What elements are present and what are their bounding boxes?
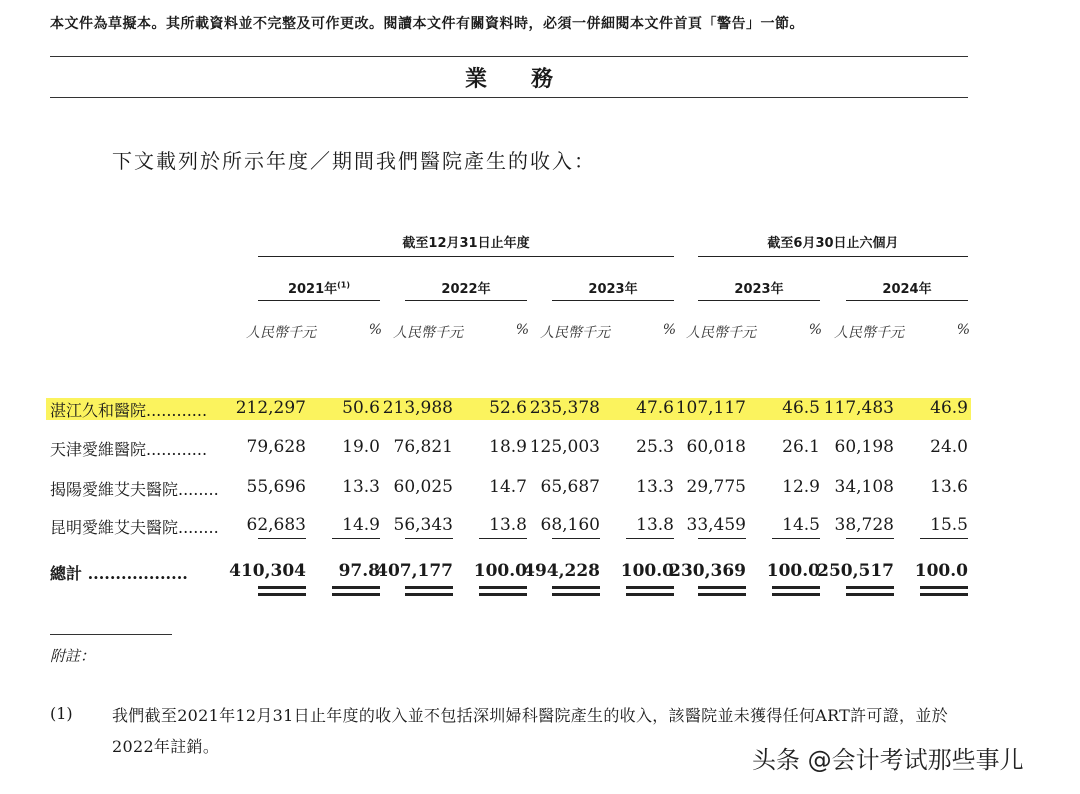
percent-cell: 13.8 — [489, 515, 527, 535]
year-underline — [258, 300, 380, 301]
percent-cell: 18.9 — [489, 437, 527, 457]
percent-cell: 14.7 — [489, 477, 527, 497]
percent-cell: 13.3 — [636, 477, 674, 497]
amount-cell: 60,198 — [834, 437, 894, 457]
subtotal-underline — [405, 538, 453, 539]
amount-cell: 494,228 — [523, 561, 600, 581]
amount-cell: 117,483 — [823, 398, 894, 418]
year-underline — [846, 300, 968, 301]
amount-cell: 62,683 — [246, 515, 306, 535]
amount-cell: 250,517 — [817, 561, 894, 581]
total-double-underline-2 — [626, 593, 674, 596]
unit-percent-label: % — [515, 322, 529, 338]
amount-cell: 68,160 — [540, 515, 600, 535]
percent-cell: 100.0 — [473, 561, 527, 581]
unit-amount-label: 人民幣千元 — [686, 325, 756, 341]
total-double-underline-2 — [332, 593, 380, 596]
watermark: 头条 @会计考试那些事儿 — [752, 746, 1024, 774]
percent-cell: 19.0 — [342, 437, 380, 457]
total-double-underline-1 — [920, 586, 968, 589]
section-title: 業務 — [464, 67, 597, 92]
notes-rule — [50, 634, 172, 635]
amount-cell: 125,003 — [529, 437, 600, 457]
row-label: 天津愛維醫院............ — [50, 440, 208, 459]
total-double-underline-1 — [698, 586, 746, 589]
row-label: 揭陽愛維艾夫醫院........ — [50, 480, 219, 499]
subtotal-underline — [258, 538, 306, 539]
percent-cell: 100.0 — [914, 561, 968, 581]
percent-cell: 47.6 — [636, 398, 674, 418]
amount-cell: 107,117 — [675, 398, 746, 418]
total-double-underline-1 — [332, 586, 380, 589]
percent-cell: 15.5 — [930, 515, 968, 535]
subtotal-underline — [552, 538, 600, 539]
group-line-six-months — [698, 256, 968, 257]
unit-percent-label: % — [662, 322, 676, 338]
total-double-underline-2 — [552, 593, 600, 596]
amount-cell: 60,025 — [393, 477, 453, 497]
subtotal-underline — [332, 538, 380, 539]
subtotal-underline — [772, 538, 820, 539]
amount-cell: 79,628 — [246, 437, 306, 457]
year-underline — [698, 300, 820, 301]
total-double-underline-1 — [846, 586, 894, 589]
percent-cell: 13.3 — [342, 477, 380, 497]
total-double-underline-1 — [552, 586, 600, 589]
year-label: 2021年 — [287, 282, 338, 297]
percent-cell: 100.0 — [620, 561, 674, 581]
total-double-underline-2 — [405, 593, 453, 596]
total-double-underline-2 — [846, 593, 894, 596]
year-underline — [552, 300, 674, 301]
note-number: (1) — [50, 704, 73, 723]
percent-cell: 52.6 — [489, 398, 527, 418]
total-double-underline-2 — [920, 593, 968, 596]
amount-cell: 235,378 — [529, 398, 600, 418]
year-label: 2023年 — [734, 282, 784, 297]
row-label: 總計 .................. — [50, 564, 188, 583]
group-header-six-months: 截至6月30日止六個月 — [767, 236, 899, 251]
year-header — [552, 278, 674, 297]
year-header — [405, 278, 527, 297]
amount-cell: 407,177 — [376, 561, 453, 581]
year-label: 2023年 — [588, 282, 638, 297]
header-top-rule — [50, 56, 968, 57]
total-double-underline-2 — [772, 593, 820, 596]
unit-percent-label: % — [808, 322, 822, 338]
percent-cell: 100.0 — [766, 561, 820, 581]
year-header — [258, 278, 380, 297]
total-double-underline-2 — [479, 593, 527, 596]
amount-cell: 212,297 — [235, 398, 306, 418]
unit-amount-label: 人民幣千元 — [246, 325, 316, 341]
amount-cell: 65,687 — [540, 477, 600, 497]
percent-cell: 24.0 — [930, 437, 968, 457]
amount-cell: 34,108 — [834, 477, 894, 497]
year-label: 2022年 — [441, 282, 491, 297]
note-text: 我們截至2021年12月31日止年度的收入並不包括深圳婦科醫院產生的收入，該醫院並未獲得任何ART許可證，並於2022年註銷。 — [112, 706, 948, 756]
total-double-underline-1 — [258, 586, 306, 589]
amount-cell: 410,304 — [229, 561, 306, 581]
notes-heading: 附註： — [50, 647, 96, 665]
group-line-year — [258, 256, 674, 257]
intro-text: 下文載列於所示年度／期間我們醫院產生的收入： — [112, 149, 596, 173]
year-label: 2024年 — [882, 282, 932, 297]
header-bottom-rule — [50, 97, 968, 98]
percent-cell: 14.5 — [782, 515, 820, 535]
total-double-underline-1 — [405, 586, 453, 589]
percent-cell: 13.6 — [930, 477, 968, 497]
amount-cell: 213,988 — [382, 398, 453, 418]
subtotal-underline — [920, 538, 968, 539]
subtotal-underline — [698, 538, 746, 539]
amount-cell: 56,343 — [393, 515, 453, 535]
subtotal-underline — [479, 538, 527, 539]
year-header — [698, 278, 820, 297]
percent-cell: 50.6 — [342, 398, 380, 418]
row-label: 湛江久和醫院............ — [50, 401, 208, 420]
total-double-underline-1 — [626, 586, 674, 589]
percent-cell: 25.3 — [636, 437, 674, 457]
percent-cell: 97.8 — [338, 561, 380, 581]
percent-cell: 46.9 — [930, 398, 968, 418]
unit-amount-label: 人民幣千元 — [540, 325, 610, 341]
percent-cell: 26.1 — [782, 437, 820, 457]
amount-cell: 38,728 — [834, 515, 894, 535]
total-double-underline-2 — [258, 593, 306, 596]
year-footnote-ref: (1) — [337, 280, 351, 290]
percent-cell: 46.5 — [782, 398, 820, 418]
total-double-underline-1 — [772, 586, 820, 589]
total-double-underline-2 — [698, 593, 746, 596]
disclaimer: 本文件為草擬本。其所載資料並不完整及可作更改。閱讀本文件有關資料時，必須一併細閱本文件首頁「警告」一節。 — [50, 16, 804, 32]
percent-cell: 12.9 — [782, 477, 820, 497]
percent-cell: 14.9 — [342, 515, 380, 535]
amount-cell: 76,821 — [393, 437, 453, 457]
unit-percent-label: % — [956, 322, 970, 338]
total-double-underline-1 — [479, 586, 527, 589]
year-header — [846, 278, 968, 297]
percent-cell: 13.8 — [636, 515, 674, 535]
group-header-year: 截至12月31日止年度 — [402, 236, 530, 251]
unit-amount-label: 人民幣千元 — [834, 325, 904, 341]
subtotal-underline — [846, 538, 894, 539]
year-underline — [405, 300, 527, 301]
unit-amount-label: 人民幣千元 — [393, 325, 463, 341]
amount-cell: 230,369 — [669, 561, 746, 581]
row-label: 昆明愛維艾夫醫院........ — [50, 518, 219, 537]
subtotal-underline — [626, 538, 674, 539]
amount-cell: 29,775 — [686, 477, 746, 497]
unit-percent-label: % — [368, 322, 382, 338]
amount-cell: 60,018 — [686, 437, 746, 457]
amount-cell: 33,459 — [686, 515, 746, 535]
amount-cell: 55,696 — [246, 477, 306, 497]
